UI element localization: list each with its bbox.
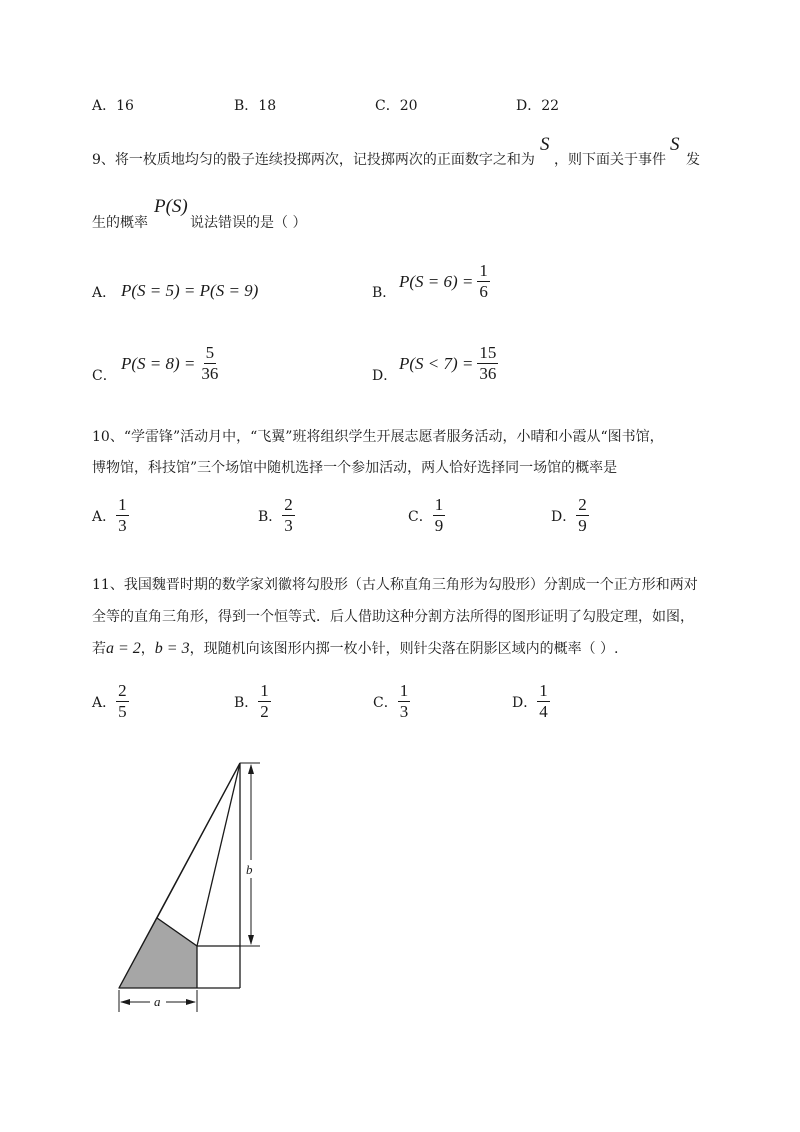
q11-b-eq: b = 3 (154, 640, 190, 657)
q10-option-d-fraction: $\frac{2}{9}$ (578, 495, 587, 535)
q11-a-eq: a = 2 (106, 640, 141, 657)
q9-option-c-expr: P(S = 8) = (121, 353, 196, 373)
q9-text-line2a: 生的概率 (92, 215, 148, 231)
q9-option-c-fraction: $\frac{5}{36}$ (201, 343, 219, 383)
q9-text-line2b: 说法错误的是（ ） (190, 215, 307, 231)
q9-option-d-fraction: $\frac{15}{36}$ (479, 343, 497, 383)
inner-line-right (197, 763, 240, 946)
q9-var-s-1: S (540, 134, 550, 155)
q8-option-d: D．22 (516, 98, 560, 114)
q11-option-b: B． $\frac{1}{2}$ (234, 681, 269, 721)
q9-option-b-fraction: $\frac{1}{6}$ (479, 261, 488, 301)
q9-option-d-label: D． (372, 368, 398, 384)
q9-option-a-label: A． (92, 285, 117, 301)
q10-option-a: A． $\frac{1}{3}$ (92, 495, 127, 535)
b-arrow-down (248, 935, 254, 945)
q10-option-d: D． $\frac{2}{9}$ (551, 495, 587, 535)
q8-option-b: B．18 (234, 98, 277, 114)
q10-line1: 10、“学雷锋”活动月中，“飞翼”班将组织学生开展志愿者服务活动，小晴和小霞从“图书馆， (92, 429, 664, 445)
label-a: a (154, 994, 161, 1009)
q10-option-a-fraction: $\frac{1}{3}$ (118, 495, 127, 535)
q10-option-c: C． $\frac{1}{9}$ (408, 495, 444, 535)
q10-option-c-fraction: $\frac{1}{9}$ (434, 495, 444, 535)
q11-option-c: C． $\frac{1}{3}$ (373, 681, 409, 721)
q9-text-part2: ，则下面关于事件 (554, 152, 666, 168)
q9-option-b-label: B． (372, 285, 397, 301)
q9-text-part1: 9、将一枚质地均匀的骰子连续投掷两次，记投掷两次的正面数字之和为 (92, 152, 535, 168)
q9-prob-expr: P(S) (154, 196, 188, 217)
q11-option-a-fraction: $\frac{2}{5}$ (118, 681, 127, 721)
a-arrow-right (186, 999, 196, 1005)
q8-option-c: C．20 (375, 98, 418, 114)
q11-option-d: D． $\frac{1}{4}$ (512, 681, 548, 721)
q8-option-a: A．16 (92, 98, 134, 114)
q9-option-b-expr: P(S = 6) = (399, 271, 474, 291)
q11-option-d-fraction: $\frac{1}{4}$ (539, 681, 548, 721)
q9-option-a-expr: P(S = 5) = P(S = 9) (121, 281, 259, 300)
label-b: b (246, 862, 253, 877)
q9-var-s-2: S (670, 134, 680, 155)
q11-line3: 若 a = 2 ， b = 3 ，现随机向该图形内掷一枚小针，则针尖落在阴影区域内的概率（ ）. (92, 640, 619, 657)
q10-option-b-fraction: $\frac{2}{3}$ (284, 495, 293, 535)
q11-line2: 全等的直角三角形，得到一个恒等式．后人借助这种分割方法所得的图形证明了勾股定理，如图， (92, 609, 694, 625)
q11-line1: 11、我国魏晋时期的数学家刘徽将勾股形（古人称直角三角形为勾股形）分割成一个正方形和两对 (92, 577, 698, 593)
q10-line2: 博物馆，科技馆”三个场馆中随机选择一个参加活动，两人恰好选择同一场馆的概率是 (92, 460, 618, 476)
a-arrow-left (120, 999, 130, 1005)
q11-option-a: A． $\frac{2}{5}$ (92, 681, 127, 721)
q10-option-b: B． $\frac{2}{3}$ (258, 495, 293, 535)
q9-option-d-expr: P(S < 7) = (399, 353, 474, 373)
shaded-region (119, 918, 197, 988)
b-arrow-up (248, 764, 254, 774)
q9-text-part3: 发 (686, 152, 700, 168)
q9-option-c-label: C． (92, 368, 117, 384)
q11-option-c-fraction: $\frac{1}{3}$ (399, 681, 409, 721)
inner-line-upper (157, 763, 240, 918)
q11-option-b-fraction: $\frac{1}{2}$ (260, 681, 269, 721)
